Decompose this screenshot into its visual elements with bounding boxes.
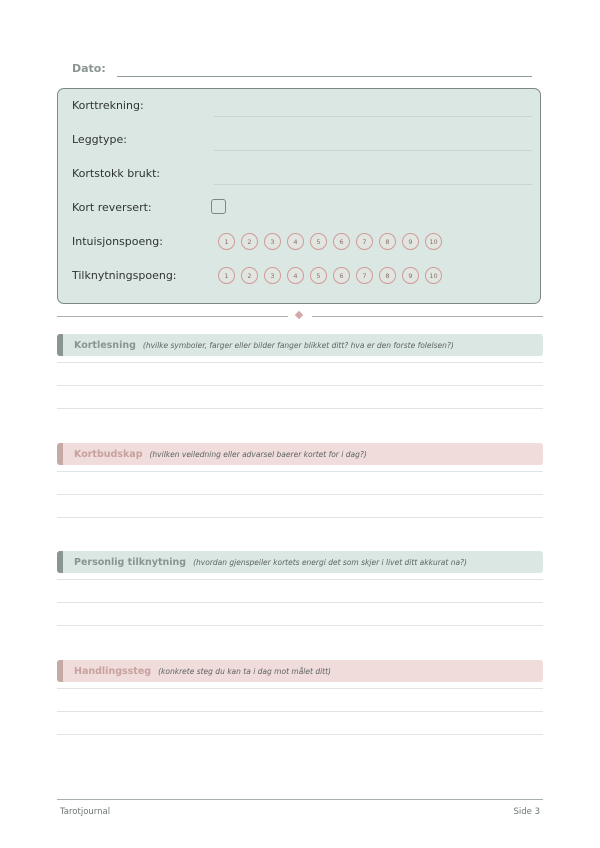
section-title: Kortlesning xyxy=(74,339,136,351)
section-header-action-steps xyxy=(57,660,543,682)
ornament-divider xyxy=(57,316,543,326)
connection-score-7[interactable]: 7 xyxy=(356,267,373,284)
reversed-checkbox[interactable] xyxy=(211,199,226,214)
writing-line[interactable] xyxy=(57,494,543,495)
connection-score-4[interactable]: 4 xyxy=(287,267,304,284)
connection-score-2[interactable]: 2 xyxy=(241,267,258,284)
intuition-score-row xyxy=(218,233,448,250)
intuition-score-5[interactable]: 5 xyxy=(310,233,327,250)
writing-line[interactable] xyxy=(57,734,543,735)
intuition-score-7[interactable]: 7 xyxy=(356,233,373,250)
writing-line[interactable] xyxy=(57,602,543,603)
date-row xyxy=(72,62,532,80)
intuition-score-10[interactable]: 10 xyxy=(425,233,442,250)
connection-label: Tilknytningspoeng: xyxy=(72,269,177,282)
intuition-score-2[interactable]: 2 xyxy=(241,233,258,250)
divider-line-right xyxy=(312,316,543,317)
intuition-score-9[interactable]: 9 xyxy=(402,233,419,250)
spread-type-label: Leggtype: xyxy=(72,133,127,146)
deck-used-input-line[interactable] xyxy=(214,184,532,185)
field-reversed xyxy=(72,201,532,221)
writing-line[interactable] xyxy=(57,362,543,363)
writing-line[interactable] xyxy=(57,625,543,626)
footer-journal-title: Tarotjournal xyxy=(60,807,111,817)
card-info-box xyxy=(57,88,541,304)
connection-score-row xyxy=(218,267,448,284)
section-header-card-reading xyxy=(57,334,543,356)
intuition-score-3[interactable]: 3 xyxy=(264,233,281,250)
connection-score-3[interactable]: 3 xyxy=(264,267,281,284)
field-intuition xyxy=(72,235,532,255)
footer-divider xyxy=(57,799,543,800)
field-spread-type xyxy=(72,133,532,153)
section-hint: (hvilke symboler, farger eller bilder fanger blikket ditt? hva er den forste folelsen?) xyxy=(142,340,454,350)
date-input-line[interactable] xyxy=(117,76,532,77)
connection-score-1[interactable]: 1 xyxy=(218,267,235,284)
section-accent-bar xyxy=(57,551,63,573)
section-header-personal-connection xyxy=(57,551,543,573)
spread-type-input-line[interactable] xyxy=(214,150,532,151)
section-title: Handlingssteg xyxy=(74,665,152,677)
diamond-icon xyxy=(295,311,303,319)
reversed-label: Kort reversert: xyxy=(72,201,152,214)
section-title: Personlig tilknytning xyxy=(74,556,187,568)
writing-line[interactable] xyxy=(57,517,543,518)
date-label: Dato: xyxy=(72,62,106,75)
card-draw-label: Korttrekning: xyxy=(72,99,144,112)
section-hint: (hvilken veiledning eller advarsel baerer kortet for i dag?) xyxy=(149,449,367,459)
writing-line[interactable] xyxy=(57,385,543,386)
section-accent-bar xyxy=(57,443,63,465)
field-card-draw xyxy=(72,99,532,119)
writing-line[interactable] xyxy=(57,471,543,472)
intuition-score-4[interactable]: 4 xyxy=(287,233,304,250)
connection-score-6[interactable]: 6 xyxy=(333,267,350,284)
connection-score-10[interactable]: 10 xyxy=(425,267,442,284)
connection-score-9[interactable]: 9 xyxy=(402,267,419,284)
deck-used-label: Kortstokk brukt: xyxy=(72,167,161,180)
writing-line[interactable] xyxy=(57,688,543,689)
intuition-score-6[interactable]: 6 xyxy=(333,233,350,250)
section-accent-bar xyxy=(57,334,63,356)
section-hint: (konkrete steg du kan ta i dag mot målet ditt) xyxy=(158,666,331,676)
intuition-score-1[interactable]: 1 xyxy=(218,233,235,250)
section-title: Kortbudskap xyxy=(74,448,143,460)
connection-score-5[interactable]: 5 xyxy=(310,267,327,284)
section-header-card-message xyxy=(57,443,543,465)
intuition-label: Intuisjonspoeng: xyxy=(72,235,163,248)
card-draw-input-line[interactable] xyxy=(214,116,532,117)
section-accent-bar xyxy=(57,660,63,682)
writing-line[interactable] xyxy=(57,711,543,712)
section-hint: (hvordan gjenspeiler kortets energi det som skjer i livet ditt akkurat na?) xyxy=(193,557,467,567)
writing-line[interactable] xyxy=(57,408,543,409)
footer-page-number: Side 3 xyxy=(513,807,540,817)
connection-score-8[interactable]: 8 xyxy=(379,267,396,284)
intuition-score-8[interactable]: 8 xyxy=(379,233,396,250)
field-deck-used xyxy=(72,167,532,187)
writing-line[interactable] xyxy=(57,579,543,580)
divider-line-left xyxy=(57,316,288,317)
field-connection xyxy=(72,269,532,289)
